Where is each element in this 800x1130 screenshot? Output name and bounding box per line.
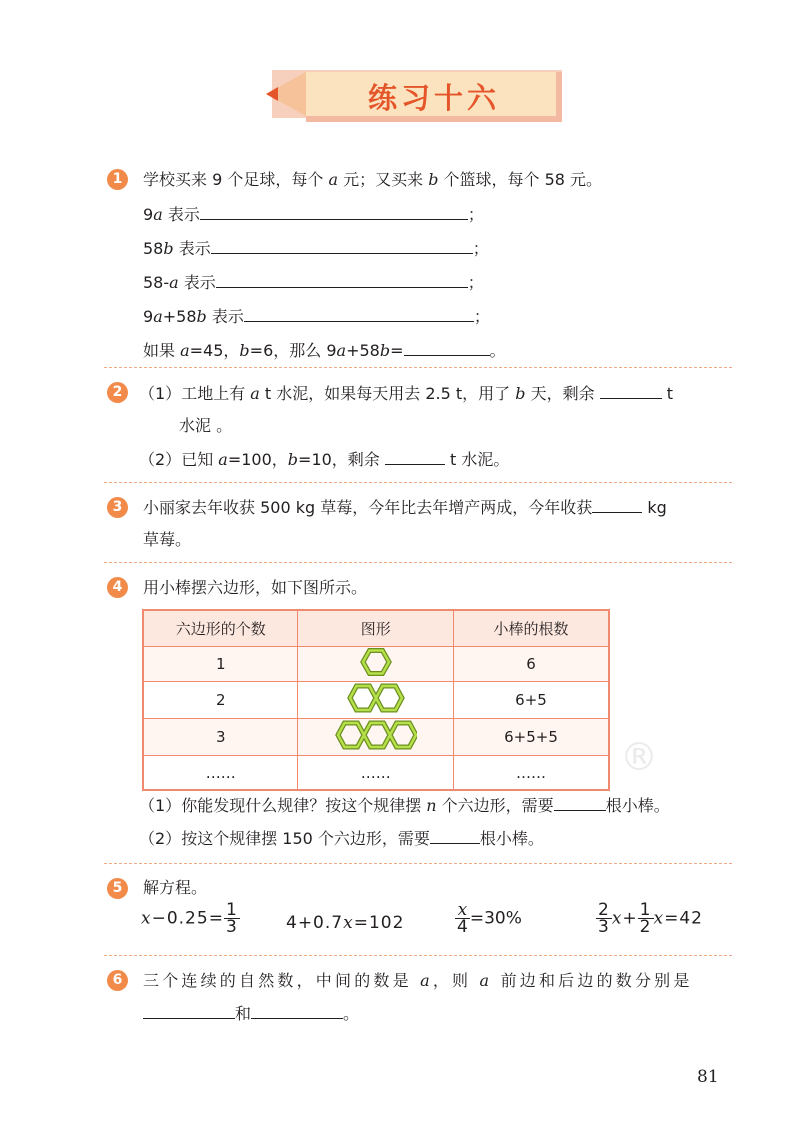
equation-4: $\frac{2}{3}$ x+ $\frac{1}{2}$ x=42 — [598, 900, 703, 937]
page-title: 练习十六 — [367, 81, 500, 115]
cell-sticks: 6+5+5 — [454, 719, 610, 756]
table-header-count: 六边形的个数 — [143, 610, 298, 647]
divider — [104, 562, 732, 563]
question-number-1: 1 — [107, 169, 128, 190]
equation-2: 4+0.7x=102 — [286, 913, 405, 933]
table-header-sticks: 小棒的根数 — [454, 610, 610, 647]
answer-blank[interactable] — [244, 307, 474, 322]
equation-1: x−0.25= $\frac{1}{3}$ — [141, 900, 238, 937]
hexagon-figure-3 — [298, 719, 454, 756]
hexagon-chain-3 — [335, 719, 417, 751]
table-row — [143, 719, 609, 756]
divider — [104, 955, 732, 956]
q4-sub-2: （2）按这个规律摆 150 个六边形，需要 根小棒。 — [139, 829, 544, 848]
cell-sticks: 6 — [454, 647, 610, 682]
title-banner — [266, 70, 562, 124]
q3-line-2: 草莓。 — [143, 530, 192, 549]
answer-blank[interactable] — [216, 273, 468, 288]
divider — [104, 482, 732, 483]
cell-sticks: …… — [454, 756, 610, 791]
q1-line-2: 58b 表示 ； — [143, 239, 489, 258]
q2-part-2: （2）已知 a=100，b=10，剩余 t 水泥。 — [139, 450, 510, 469]
q1-line-5: 如果 a=45，b=6，那么 9a+58b= 。 — [143, 341, 506, 360]
question-number-4: 4 — [107, 577, 128, 598]
q1-line-4: 9a+58b 表示 ； — [143, 307, 490, 326]
registered-watermark: ® — [620, 735, 658, 779]
question-number-3: 3 — [107, 497, 128, 518]
cell-sticks: 6+5 — [454, 682, 610, 719]
answer-blank[interactable] — [600, 384, 662, 399]
divider — [104, 367, 732, 368]
answer-blank[interactable] — [404, 341, 490, 356]
answer-blank[interactable] — [143, 1004, 235, 1019]
hexagon-figure-2 — [298, 682, 454, 719]
table-row — [143, 647, 609, 682]
q2-part-1-cont: 水泥 。 — [179, 416, 233, 435]
q1-line-3: 58-a 表示 ； — [143, 273, 484, 292]
equation-3: $\frac{x}{4}$ =30% — [457, 900, 522, 937]
question-number-5: 5 — [107, 878, 128, 899]
cell-count: 3 — [143, 719, 298, 756]
cell-figure: …… — [298, 756, 454, 791]
cell-count: 1 — [143, 647, 298, 682]
q4-stem: 用小棒摆六边形，如下图所示。 — [143, 578, 368, 597]
q3-line-1: 小丽家去年收获 500 kg 草莓，今年比去年增产两成，今年收获 kg — [143, 498, 667, 517]
q1-stem: 学校买来 9 个足球，每个 a 元；又买来 b 个篮球，每个 58 元。 — [143, 170, 603, 189]
cell-count: 2 — [143, 682, 298, 719]
q4-sub-1: （1）你能发现什么规律？按这个规律摆 n 个六边形，需要 根小棒。 — [139, 796, 670, 815]
divider — [104, 863, 732, 864]
answer-blank[interactable] — [385, 450, 445, 465]
answer-blank[interactable] — [211, 239, 473, 254]
hexagon-figure-1 — [298, 647, 454, 682]
q1-line-1: 9a 表示 ； — [143, 205, 484, 224]
answer-blank[interactable] — [251, 1004, 343, 1019]
hexagon-table — [142, 609, 610, 791]
question-number-2: 2 — [107, 382, 128, 403]
cell-count: …… — [143, 756, 298, 791]
page-number: 81 — [697, 1067, 719, 1087]
q2-part-1: （1）工地上有 a t 水泥，如果每天用去 2.5 t，用了 b 天，剩余 t — [139, 384, 674, 403]
hexagon-chain-2 — [346, 682, 406, 714]
answer-blank[interactable] — [200, 205, 468, 220]
table-header-figure: 图形 — [298, 610, 454, 647]
table-row — [143, 682, 609, 719]
question-number-6: 6 — [107, 970, 128, 991]
answer-blank[interactable] — [592, 498, 642, 513]
hexagon-chain-1 — [356, 647, 396, 677]
q5-stem: 解方程。 — [143, 878, 208, 897]
answer-blank[interactable] — [430, 829, 480, 844]
q6-line-1: 三个连续的自然数，中间的数是 a，则 a 前边和后边的数分别是 — [143, 971, 693, 990]
answer-blank[interactable] — [554, 796, 606, 811]
table-row — [143, 756, 609, 791]
q6-line-2: 和 。 — [143, 1002, 359, 1026]
